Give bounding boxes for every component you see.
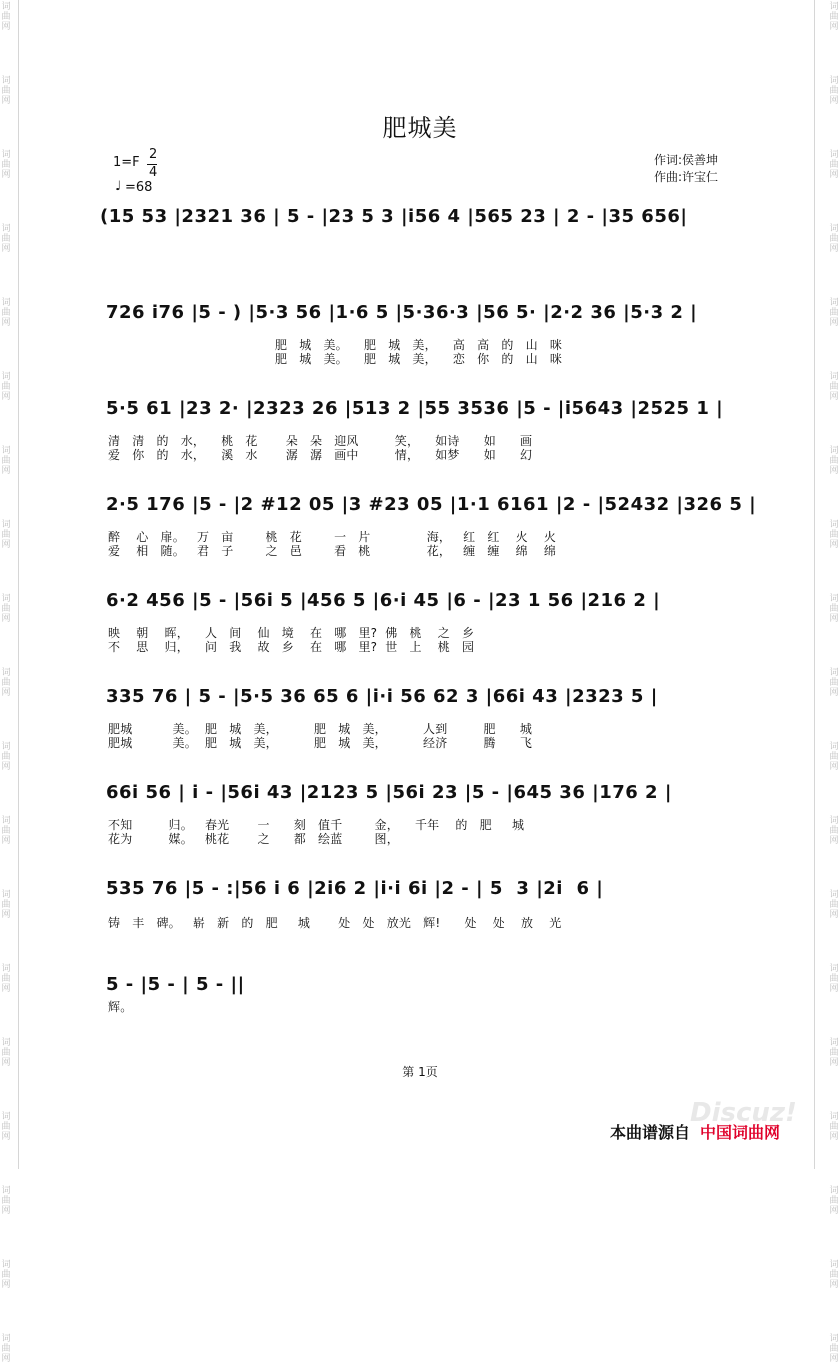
side-watermark: 词 曲 网 bbox=[829, 372, 839, 402]
notation-line bbox=[100, 296, 750, 330]
lyrics-verse-2: 肥城 美。 肥 城 美， 肥 城 美， 经济 腾 飞 bbox=[108, 736, 533, 750]
side-watermark: 词 曲 网 bbox=[1, 890, 11, 920]
side-watermark: 词 曲 网 bbox=[1, 2, 11, 32]
side-watermark: 词 曲 网 bbox=[829, 298, 839, 328]
side-watermark: 词 曲 网 bbox=[1, 816, 11, 846]
side-watermark: 词 曲 网 bbox=[1, 224, 11, 254]
jianpu-notes: 5·5 61 |23 2· |2323 26 |513 2 |55 3536 |5 - |i5643 |2525 1 | bbox=[106, 398, 724, 419]
notation-line bbox=[100, 776, 750, 810]
source-attribution bbox=[610, 1120, 780, 1143]
lyrics-verse-1: 肥 城 美。 肥 城 美， 高 高 的 山 咪 bbox=[275, 338, 563, 352]
score-row-1 bbox=[100, 200, 750, 234]
side-watermark: 词 曲 网 bbox=[829, 594, 839, 624]
side-watermark: 词 曲 网 bbox=[1, 742, 11, 772]
jianpu-notes: 726 i76 |5 - ) |5·3 56 |1·6 5 |5·36·3 |56 5· |2·2 36 |5·3 2 | bbox=[106, 302, 698, 323]
lyrics-verse-1: 辉。 bbox=[108, 1000, 133, 1014]
quarter-note-icon: ♩ bbox=[115, 179, 122, 194]
left-watermark-strip bbox=[0, 0, 12, 1364]
notation-line bbox=[100, 392, 750, 426]
notation-line bbox=[100, 968, 750, 1002]
lyrics-verse-2: 肥 城 美。 肥 城 美， 恋 你 的 山 咪 bbox=[275, 352, 563, 366]
right-border-line bbox=[814, 0, 815, 1169]
side-watermark: 词 曲 网 bbox=[829, 1260, 839, 1290]
side-watermark: 词 曲 网 bbox=[829, 816, 839, 846]
key-signature-block bbox=[113, 147, 193, 195]
source-brand-link[interactable]: 中国词曲网 bbox=[700, 1123, 781, 1142]
right-watermark-strip bbox=[828, 0, 840, 1364]
side-watermark: 词 曲 网 bbox=[829, 150, 839, 180]
score-row-6 bbox=[100, 680, 750, 750]
score-row-2 bbox=[100, 296, 750, 366]
lyrics-verse-2: 爱 相 随。 君 子 之 邑 看 桃 花， 缠 缠 绵 绵 bbox=[108, 544, 557, 558]
composer-credit: 作曲:许宝仁 bbox=[654, 170, 719, 184]
score-row-8 bbox=[100, 872, 750, 930]
time-signature-denominator: 4 bbox=[149, 165, 158, 180]
lyrics-verse-1: 清 清 的 水， 桃 花 朵 朵 迎风 笑， 如诗 如 画 bbox=[108, 434, 533, 448]
side-watermark: 词 曲 网 bbox=[1, 964, 11, 994]
jianpu-notes: 6·2 456 |5 - |56i 5 |456 5 |6·i 45 |6 - |23 1 56 |216 2 | bbox=[106, 590, 661, 611]
lyrics-verse-1: 肥城 美。 肥 城 美， 肥 城 美， 人到 肥 城 bbox=[108, 722, 533, 736]
lyrics-verse-2: 不 思 归， 问 我 故 乡 在 哪 里? 世 上 桃 园 bbox=[108, 640, 475, 654]
side-watermark: 词 曲 网 bbox=[1, 594, 11, 624]
tempo-value: =68 bbox=[125, 180, 153, 195]
side-watermark: 词 曲 网 bbox=[1, 668, 11, 698]
jianpu-notes: 5 - |5 - | 5 - || bbox=[106, 974, 245, 995]
lyricist-credit: 作词:侯善坤 bbox=[654, 153, 719, 167]
side-watermark: 词 曲 网 bbox=[1, 1112, 11, 1142]
side-watermark: 词 曲 网 bbox=[829, 742, 839, 772]
credits bbox=[654, 152, 718, 186]
lyrics-verse-1: 映 朝 晖， 人 间 仙 境 在 哪 里? 佛 桃 之 乡 bbox=[108, 626, 475, 640]
side-watermark: 词 曲 网 bbox=[829, 1186, 839, 1216]
jianpu-notes: (15 53 |2321 36 | 5 - |23 5 3 |i56 4 |565 23 | 2 - |35 656| bbox=[100, 206, 688, 227]
score-row-5 bbox=[100, 584, 750, 654]
side-watermark: 词 曲 网 bbox=[829, 1112, 839, 1142]
jianpu-notes: 535 76 |5 - :|56 i 6 |2i6 2 |i·i 6i |2 - | 5 3 |2i 6 | bbox=[106, 878, 604, 899]
notation-line bbox=[100, 200, 750, 234]
side-watermark: 词 曲 网 bbox=[1, 1260, 11, 1290]
notation-line bbox=[100, 680, 750, 714]
side-watermark: 词 曲 网 bbox=[1, 520, 11, 550]
side-watermark: 词 曲 网 bbox=[829, 1334, 839, 1364]
side-watermark: 词 曲 网 bbox=[1, 1334, 11, 1364]
side-watermark: 词 曲 网 bbox=[1, 1038, 11, 1068]
score-row-3 bbox=[100, 392, 750, 462]
score-row-7 bbox=[100, 776, 750, 846]
time-signature-numerator: 2 bbox=[149, 147, 158, 162]
lyrics-verse-2: 爱 你 的 水， 溪 水 潺 潺 画中 情， 如梦 如 幻 bbox=[108, 448, 533, 462]
side-watermark: 词 曲 网 bbox=[1, 1186, 11, 1216]
side-watermark: 词 曲 网 bbox=[829, 446, 839, 476]
song-title: 肥城美 bbox=[382, 114, 458, 142]
side-watermark: 词 曲 网 bbox=[829, 668, 839, 698]
side-watermark: 词 曲 网 bbox=[829, 2, 839, 32]
side-watermark: 词 曲 网 bbox=[1, 76, 11, 106]
jianpu-notes: 335 76 | 5 - |5·5 36 65 6 |i·i 56 62 3 |66i 43 |2323 5 | bbox=[106, 686, 658, 707]
notation-line bbox=[100, 488, 757, 522]
side-watermark: 词 曲 网 bbox=[829, 964, 839, 994]
page-number: 第 1页 bbox=[402, 1065, 438, 1079]
side-watermark: 词 曲 网 bbox=[829, 224, 839, 254]
side-watermark: 词 曲 网 bbox=[1, 150, 11, 180]
side-watermark: 词 曲 网 bbox=[829, 76, 839, 106]
key-label: 1=F bbox=[113, 155, 140, 170]
side-watermark: 词 曲 网 bbox=[829, 520, 839, 550]
jianpu-notes: 66i 56 | i - |56i 43 |2123 5 |56i 23 |5 - |645 36 |176 2 | bbox=[106, 782, 672, 803]
score-row-9 bbox=[100, 968, 750, 1014]
source-label: 本曲谱源自 bbox=[610, 1123, 691, 1142]
lyrics-verse-1: 醉 心 扉。 万 亩 桃 花 一 片 海， 红 红 火 火 bbox=[108, 530, 557, 544]
notation-line bbox=[100, 584, 750, 618]
notation-line bbox=[100, 872, 750, 906]
side-watermark: 词 曲 网 bbox=[1, 298, 11, 328]
lyrics-verse-2: 花为 媒。 桃花 之 都 绘蓝 图， bbox=[108, 832, 399, 846]
left-border-line bbox=[18, 0, 19, 1169]
score-row-4 bbox=[100, 488, 757, 558]
discuz-watermark: Discuz! bbox=[690, 1098, 797, 1128]
side-watermark: 词 曲 网 bbox=[829, 890, 839, 920]
side-watermark: 词 曲 网 bbox=[1, 372, 11, 402]
lyrics-verse-1: 不知 归。 春光 一 刻 值千 金， 千年 的 肥 城 bbox=[108, 818, 525, 832]
side-watermark: 词 曲 网 bbox=[1, 446, 11, 476]
lyrics-verse-1: 铸 丰 碑。 崭 新 的 肥 城 处 处 放光 辉! 处 处 放 光 bbox=[108, 916, 562, 930]
side-watermark: 词 曲 网 bbox=[829, 1038, 839, 1068]
jianpu-notes: 2·5 176 |5 - |2 #12 05 |3 #23 05 |1·1 6161 |2 - |52432 |326 5 | bbox=[106, 494, 757, 515]
